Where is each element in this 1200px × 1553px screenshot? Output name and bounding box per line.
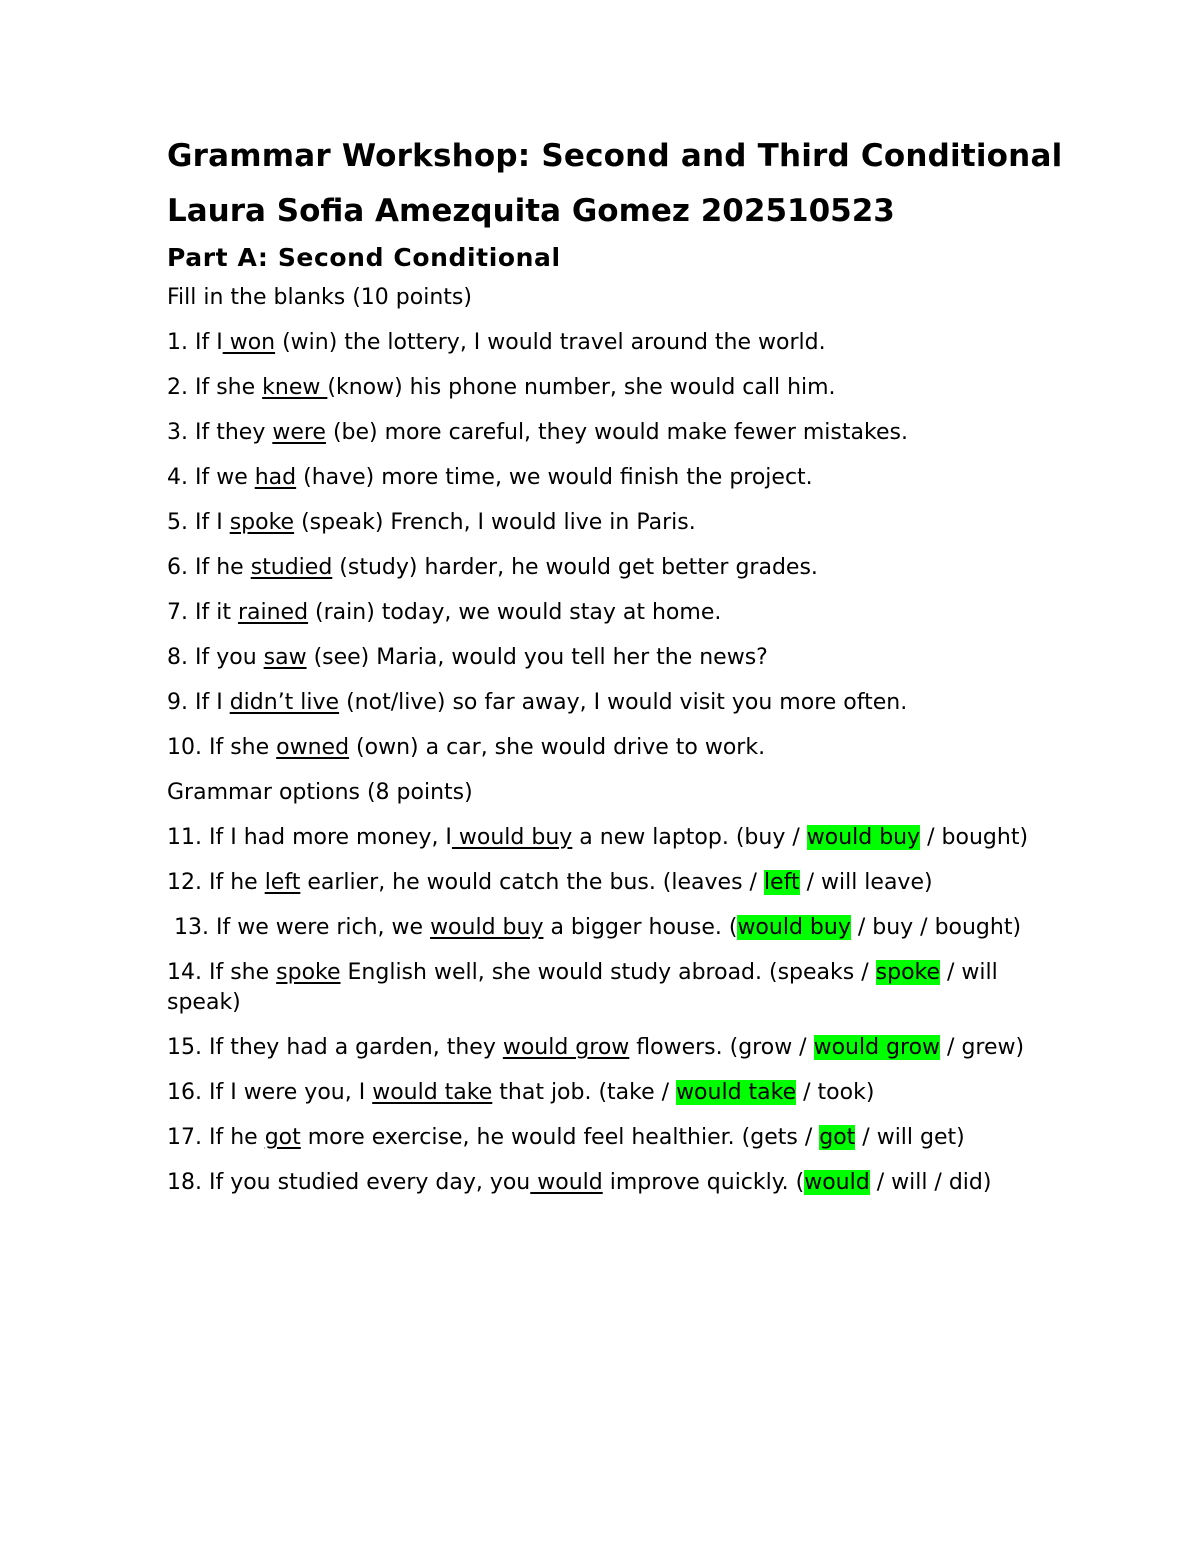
- fill-item-prefix: 7. If it: [167, 600, 238, 625]
- option-item-answer: would: [530, 1170, 603, 1195]
- option-item-middle: flowers. (grow /: [629, 1035, 814, 1060]
- fill-item: [167, 373, 1067, 403]
- option-item: [167, 1123, 1067, 1153]
- option-item-highlight: got: [819, 1125, 856, 1150]
- option-item-answer: spoke: [276, 960, 341, 985]
- option-item-prefix: 18. If you studied every day, you: [167, 1170, 531, 1195]
- option-item-answer: would take: [372, 1080, 493, 1105]
- option-item-highlight: spoke: [875, 960, 941, 985]
- option-item-prefix: 16. If I were you, I: [167, 1080, 373, 1105]
- fill-item-suffix: (rain) today, we would stay at home.: [308, 600, 722, 625]
- fill-item-answer: didn’t live: [229, 690, 340, 715]
- fill-item-suffix: (have) more time, we would finish the project.: [296, 465, 813, 490]
- fill-item: [167, 598, 1067, 628]
- fill-item-prefix: 4. If we: [167, 465, 255, 490]
- option-item-answer: got: [264, 1125, 301, 1150]
- fill-item-answer: knew: [262, 375, 328, 400]
- option-item-suffix: / will get): [855, 1125, 965, 1150]
- fill-item: [167, 328, 1067, 358]
- option-item: [167, 1168, 1067, 1198]
- fill-item: [167, 463, 1067, 493]
- fill-item: [167, 688, 1067, 718]
- fill-item-prefix: 2. If she: [167, 375, 263, 400]
- option-item-prefix: 13. If we were rich, we: [167, 915, 431, 940]
- fill-item-prefix: 8. If you: [167, 645, 264, 670]
- option-item-middle: a bigger house. (: [543, 915, 738, 940]
- option-item-prefix: 11. If I had more money, I: [167, 825, 452, 850]
- fill-item-answer: saw: [263, 645, 307, 670]
- option-item-middle: improve quickly. (: [602, 1170, 805, 1195]
- fill-item-suffix: (not/live) so far away, I would visit you more often.: [339, 690, 908, 715]
- fill-item: [167, 418, 1067, 448]
- fill-in-list: [167, 328, 1067, 763]
- fill-item-answer: owned: [276, 735, 350, 760]
- fill-item: [167, 553, 1067, 583]
- fill-item-suffix: (study) harder, he would get better grades.: [332, 555, 818, 580]
- option-item-suffix: / will speak): [167, 960, 1005, 1015]
- option-item: [167, 913, 1067, 943]
- fill-item-answer: studied: [250, 555, 333, 580]
- option-item-prefix: 17. If he: [167, 1125, 265, 1150]
- option-item-middle: earlier, he would catch the bus. (leaves /: [300, 870, 764, 895]
- fill-item: [167, 643, 1067, 673]
- fill-item-prefix: 6. If he: [167, 555, 251, 580]
- option-item: [167, 958, 1067, 1018]
- option-item-highlight: would take: [676, 1080, 797, 1105]
- option-item-prefix: 15. If they had a garden, they: [167, 1035, 503, 1060]
- fill-item-answer: rained: [237, 600, 309, 625]
- option-item-suffix: / bought): [920, 825, 1029, 850]
- options-list: [167, 823, 1067, 1198]
- fill-item-prefix: 10. If she: [167, 735, 277, 760]
- fill-item-suffix: (be) more careful, they would make fewer mistakes.: [325, 420, 908, 445]
- option-item-answer: would grow: [502, 1035, 630, 1060]
- option-item-highlight: would grow: [813, 1035, 941, 1060]
- fill-item-prefix: 3. If they: [167, 420, 273, 445]
- fill-item-suffix: (own) a car, she would drive to work.: [349, 735, 766, 760]
- option-item-answer: left: [264, 870, 301, 895]
- option-item-highlight: would buy: [806, 825, 921, 850]
- document-title: Grammar Workshop: Second and Third Conditional: [167, 138, 1063, 174]
- option-item-answer: would buy: [430, 915, 544, 940]
- option-item-middle: that job. (take /: [492, 1080, 677, 1105]
- document-page: [167, 136, 1067, 1213]
- option-item-highlight: would: [804, 1170, 870, 1195]
- fill-item-suffix: (win) the lottery, I would travel around the world.: [275, 330, 826, 355]
- option-item: [167, 868, 1067, 898]
- fill-item-answer: had: [254, 465, 297, 490]
- fill-item-prefix: 9. If I: [167, 690, 230, 715]
- fill-item-suffix: (speak) French, I would live in Paris.: [294, 510, 696, 535]
- option-item-highlight: would buy: [737, 915, 851, 940]
- fill-item-answer: spoke: [229, 510, 295, 535]
- option-item: [167, 823, 1067, 853]
- option-item-suffix: / buy / bought): [850, 915, 1022, 940]
- option-item-suffix: / grew): [940, 1035, 1025, 1060]
- option-item-answer: would buy: [451, 825, 573, 850]
- option-item-prefix: 12. If he: [167, 870, 265, 895]
- section-options-label: Grammar options (8 points): [167, 780, 473, 805]
- option-item-suffix: / will leave): [799, 870, 933, 895]
- option-item-middle: a new laptop. (buy /: [572, 825, 807, 850]
- fill-item-suffix: (see) Maria, would you tell her the news?: [306, 645, 768, 670]
- fill-item-answer: won: [222, 330, 276, 355]
- author-line: Laura Sofia Amezquita Gomez 202510523: [167, 193, 895, 229]
- fill-item-answer: were: [272, 420, 326, 445]
- option-item-prefix: 14. If she: [167, 960, 277, 985]
- option-item-middle: English well, she would study abroad. (speaks /: [340, 960, 876, 985]
- fill-item: [167, 508, 1067, 538]
- option-item-highlight: left: [763, 870, 800, 895]
- option-item-suffix: / took): [796, 1080, 875, 1105]
- fill-item-suffix: (know) his phone number, she would call him.: [327, 375, 836, 400]
- option-item-middle: more exercise, he would feel healthier. (gets /: [300, 1125, 820, 1150]
- part-a-heading: Part A: Second Conditional: [167, 243, 561, 272]
- section-fill-label: Fill in the blanks (10 points): [167, 285, 472, 310]
- option-item-suffix: / will / did): [869, 1170, 992, 1195]
- option-item: [167, 1078, 1067, 1108]
- fill-item-prefix: 5. If I: [167, 510, 230, 535]
- fill-item-prefix: 1. If I: [167, 330, 223, 355]
- fill-item: [167, 733, 1067, 763]
- option-item: [167, 1033, 1067, 1063]
